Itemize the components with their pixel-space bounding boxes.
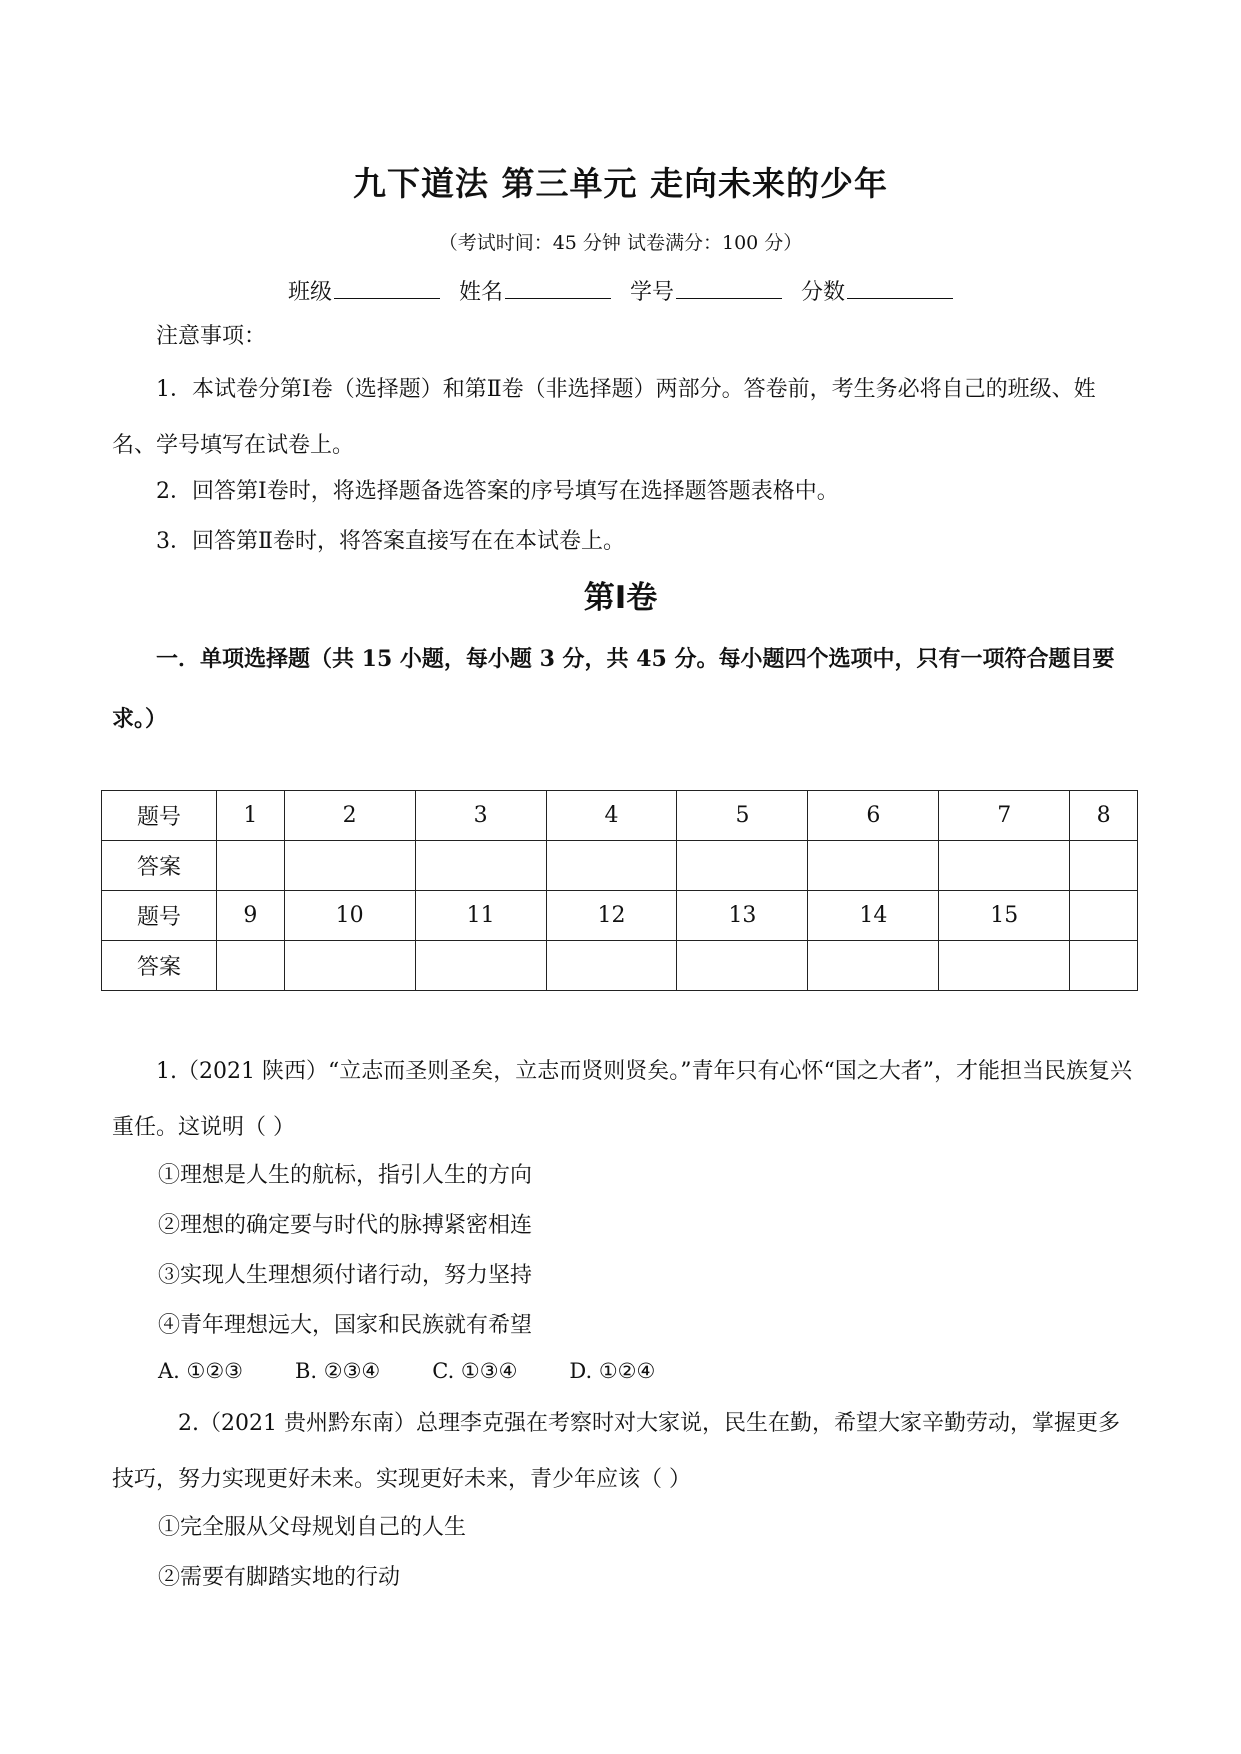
answer-cell[interactable] (677, 941, 808, 991)
answer-cell[interactable] (939, 941, 1070, 991)
question-number-cell: 14 (808, 891, 939, 941)
student-info-row (0, 275, 1241, 306)
answer-label: 答案 (102, 941, 217, 991)
answer-label: 答案 (102, 841, 217, 891)
answer-cell[interactable] (217, 841, 285, 891)
answer-cell[interactable] (939, 841, 1070, 891)
student-id-field[interactable]: 学号 (630, 275, 782, 306)
student-id-blank[interactable] (676, 276, 782, 299)
question-number-cell: 10 (284, 891, 415, 941)
question-number-cell: 11 (415, 891, 546, 941)
question-number-cell: 15 (939, 891, 1070, 941)
question-1-option-4: ④青年理想远大，国家和民族就有希望 (158, 1313, 533, 1338)
question-number-cell: 9 (217, 891, 285, 941)
question-number-cell: 1 (217, 791, 285, 841)
question-number-cell: 7 (939, 791, 1070, 841)
choice-a[interactable]: A. ①②③ (158, 1359, 243, 1383)
question-1-choices (158, 1359, 707, 1383)
table-row (102, 791, 1138, 841)
class-blank[interactable] (334, 276, 440, 299)
question-2-option-2: ②需要有脚踏实地的行动 (158, 1565, 401, 1590)
note-item-1: 1．本试卷分第Ⅰ卷（选择题）和第Ⅱ卷（非选择题）两部分。答卷前，考生务必将自己的班级、姓名、学号填写在试卷上。 (112, 377, 1096, 458)
answer-cell[interactable] (217, 941, 285, 991)
question-number-label: 题号 (102, 891, 217, 941)
notes-heading: 注意事项： (156, 324, 267, 349)
choice-b[interactable]: B. ②③④ (295, 1359, 381, 1383)
question-number-cell (1070, 891, 1138, 941)
question-number-cell: 5 (677, 791, 808, 841)
question-number-cell: 4 (546, 791, 677, 841)
score-field[interactable]: 分数 (801, 275, 953, 306)
answer-cell[interactable] (284, 841, 415, 891)
question-number-cell: 13 (677, 891, 808, 941)
answer-cell[interactable] (415, 841, 546, 891)
answer-cell[interactable] (808, 941, 939, 991)
question-1-stem: 1.（2021 陕西）“立志而圣则圣矣，立志而贤则贤矣。”青年只有心怀“国之大者”，才能担当民族复兴重任。这说明（ ） (112, 1059, 1132, 1140)
question-number-cell: 12 (546, 891, 677, 941)
score-blank[interactable] (847, 276, 953, 299)
question-number-cell: 8 (1070, 791, 1138, 841)
question-number-label: 题号 (102, 791, 217, 841)
note-item-3: 3．回答第Ⅱ卷时，将答案直接写在在本试卷上。 (156, 529, 625, 554)
choice-c[interactable]: C. ①③④ (432, 1359, 518, 1383)
answer-cell[interactable] (808, 841, 939, 891)
name-field[interactable]: 姓名 (459, 275, 611, 306)
table-row (102, 891, 1138, 941)
class-field[interactable]: 班级 (288, 275, 440, 306)
note-item-2: 2．回答第Ⅰ卷时，将选择题备选答案的序号填写在选择题答题表格中。 (156, 479, 839, 504)
answer-table (101, 790, 1138, 991)
question-number-cell: 6 (808, 791, 939, 841)
question-1-option-2: ②理想的确定要与时代的脉搏紧密相连 (158, 1213, 533, 1238)
question-2-stem: 2.（2021 贵州黔东南）总理李克强在考察时对大家说，民生在勤，希望大家辛勤劳动，掌握更多技巧，努力实现更好未来。实现更好未来，青少年应该（ ） (112, 1411, 1120, 1492)
answer-cell[interactable] (415, 941, 546, 991)
question-number-cell: 2 (284, 791, 415, 841)
question-number-cell: 3 (415, 791, 546, 841)
question-1-option-3: ③实现人生理想须付诸行动，努力坚持 (158, 1263, 533, 1288)
answer-cell[interactable] (546, 941, 677, 991)
answer-cell[interactable] (546, 841, 677, 891)
answer-cell[interactable] (284, 941, 415, 991)
table-row (102, 941, 1138, 991)
exam-title: 九下道法 第三单元 走向未来的少年 (353, 164, 888, 203)
exam-subtitle: （考试时间：45 分钟 试卷满分：100 分） (438, 232, 803, 254)
section-instruction: 一．单项选择题（共 15 小题，每小题 3 分，共 45 分。每小题四个选项中，只有一项符合题目要求。） (112, 646, 1115, 732)
question-2-option-1: ①完全服从父母规划自己的人生 (158, 1515, 467, 1540)
choice-d[interactable]: D. ①②④ (569, 1359, 656, 1383)
answer-cell[interactable] (1070, 841, 1138, 891)
answer-cell[interactable] (677, 841, 808, 891)
question-1-option-1: ①理想是人生的航标，指引人生的方向 (158, 1163, 533, 1188)
section-title: 第Ⅰ卷 (583, 580, 658, 616)
answer-cell[interactable] (1070, 941, 1138, 991)
name-blank[interactable] (505, 276, 611, 299)
table-row (102, 841, 1138, 891)
